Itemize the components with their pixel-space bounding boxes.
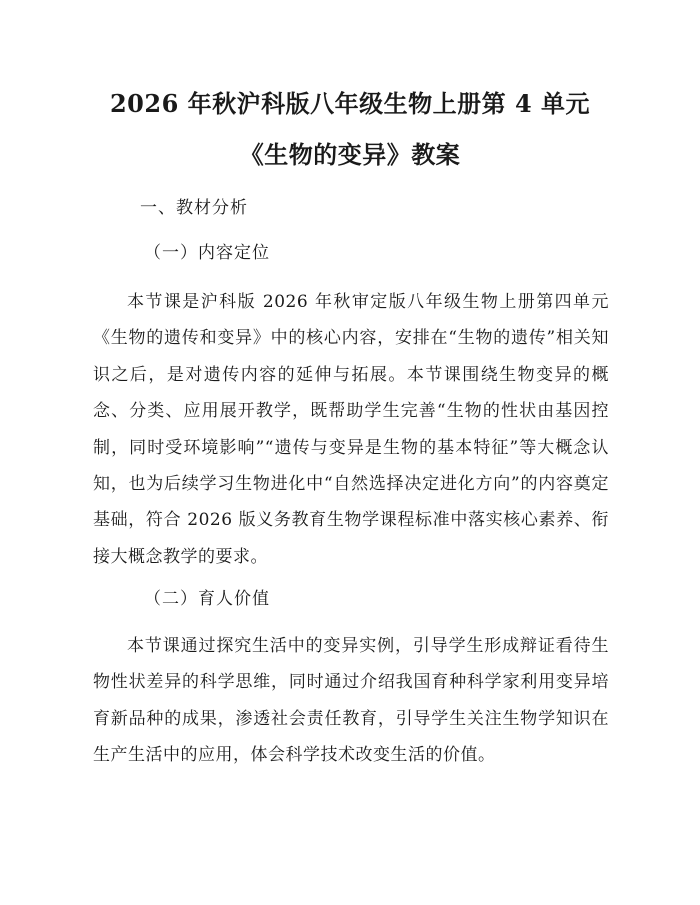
- paragraph-educational-value: 本节课通过探究生活中的变异实例，引导学生形成辩证看待生物性状差异的科学思维，同时通过介绍我国育种科学家利用变异培育新品种的成果，渗透社会责任教育，引导学生关注生物学知识在生产生活中的应用，体会科学技术改变生活的价值。: [93, 636, 609, 766]
- document-title-line2: 《生物的变异》教案: [239, 140, 461, 169]
- paragraph-content-positioning: 本节课是沪科版 2026 年秋审定版八年级生物上册第四单元《生物的遗传和变异》中的核心内容，安排在“生物的遗传”相关知识之后，是对遗传内容的延伸与拓展。本节课围绕生物变异的概念、分类、应用展开教学，既帮助学生完善“生物的性状由基因控制，同时受环境影响”“遗传与变异是生物的基本特征”等大概念认知，也为后续学习生物进化中“自然选择决定进化方向”的内容奠定基础，符合 2026 版义务教育生物学课程标准中落实核心素养、衔接大概念教学的要求。: [93, 292, 609, 567]
- document-title-line1: 2026 年秋沪科版八年级生物上册第 4 单元: [109, 89, 591, 118]
- subsection-heading-content-positioning: （一）内容定位: [144, 243, 270, 263]
- subsection-heading-educational-value: （二）育人价值: [144, 589, 270, 609]
- section-heading-textbook-analysis: 一、教材分析: [140, 198, 248, 218]
